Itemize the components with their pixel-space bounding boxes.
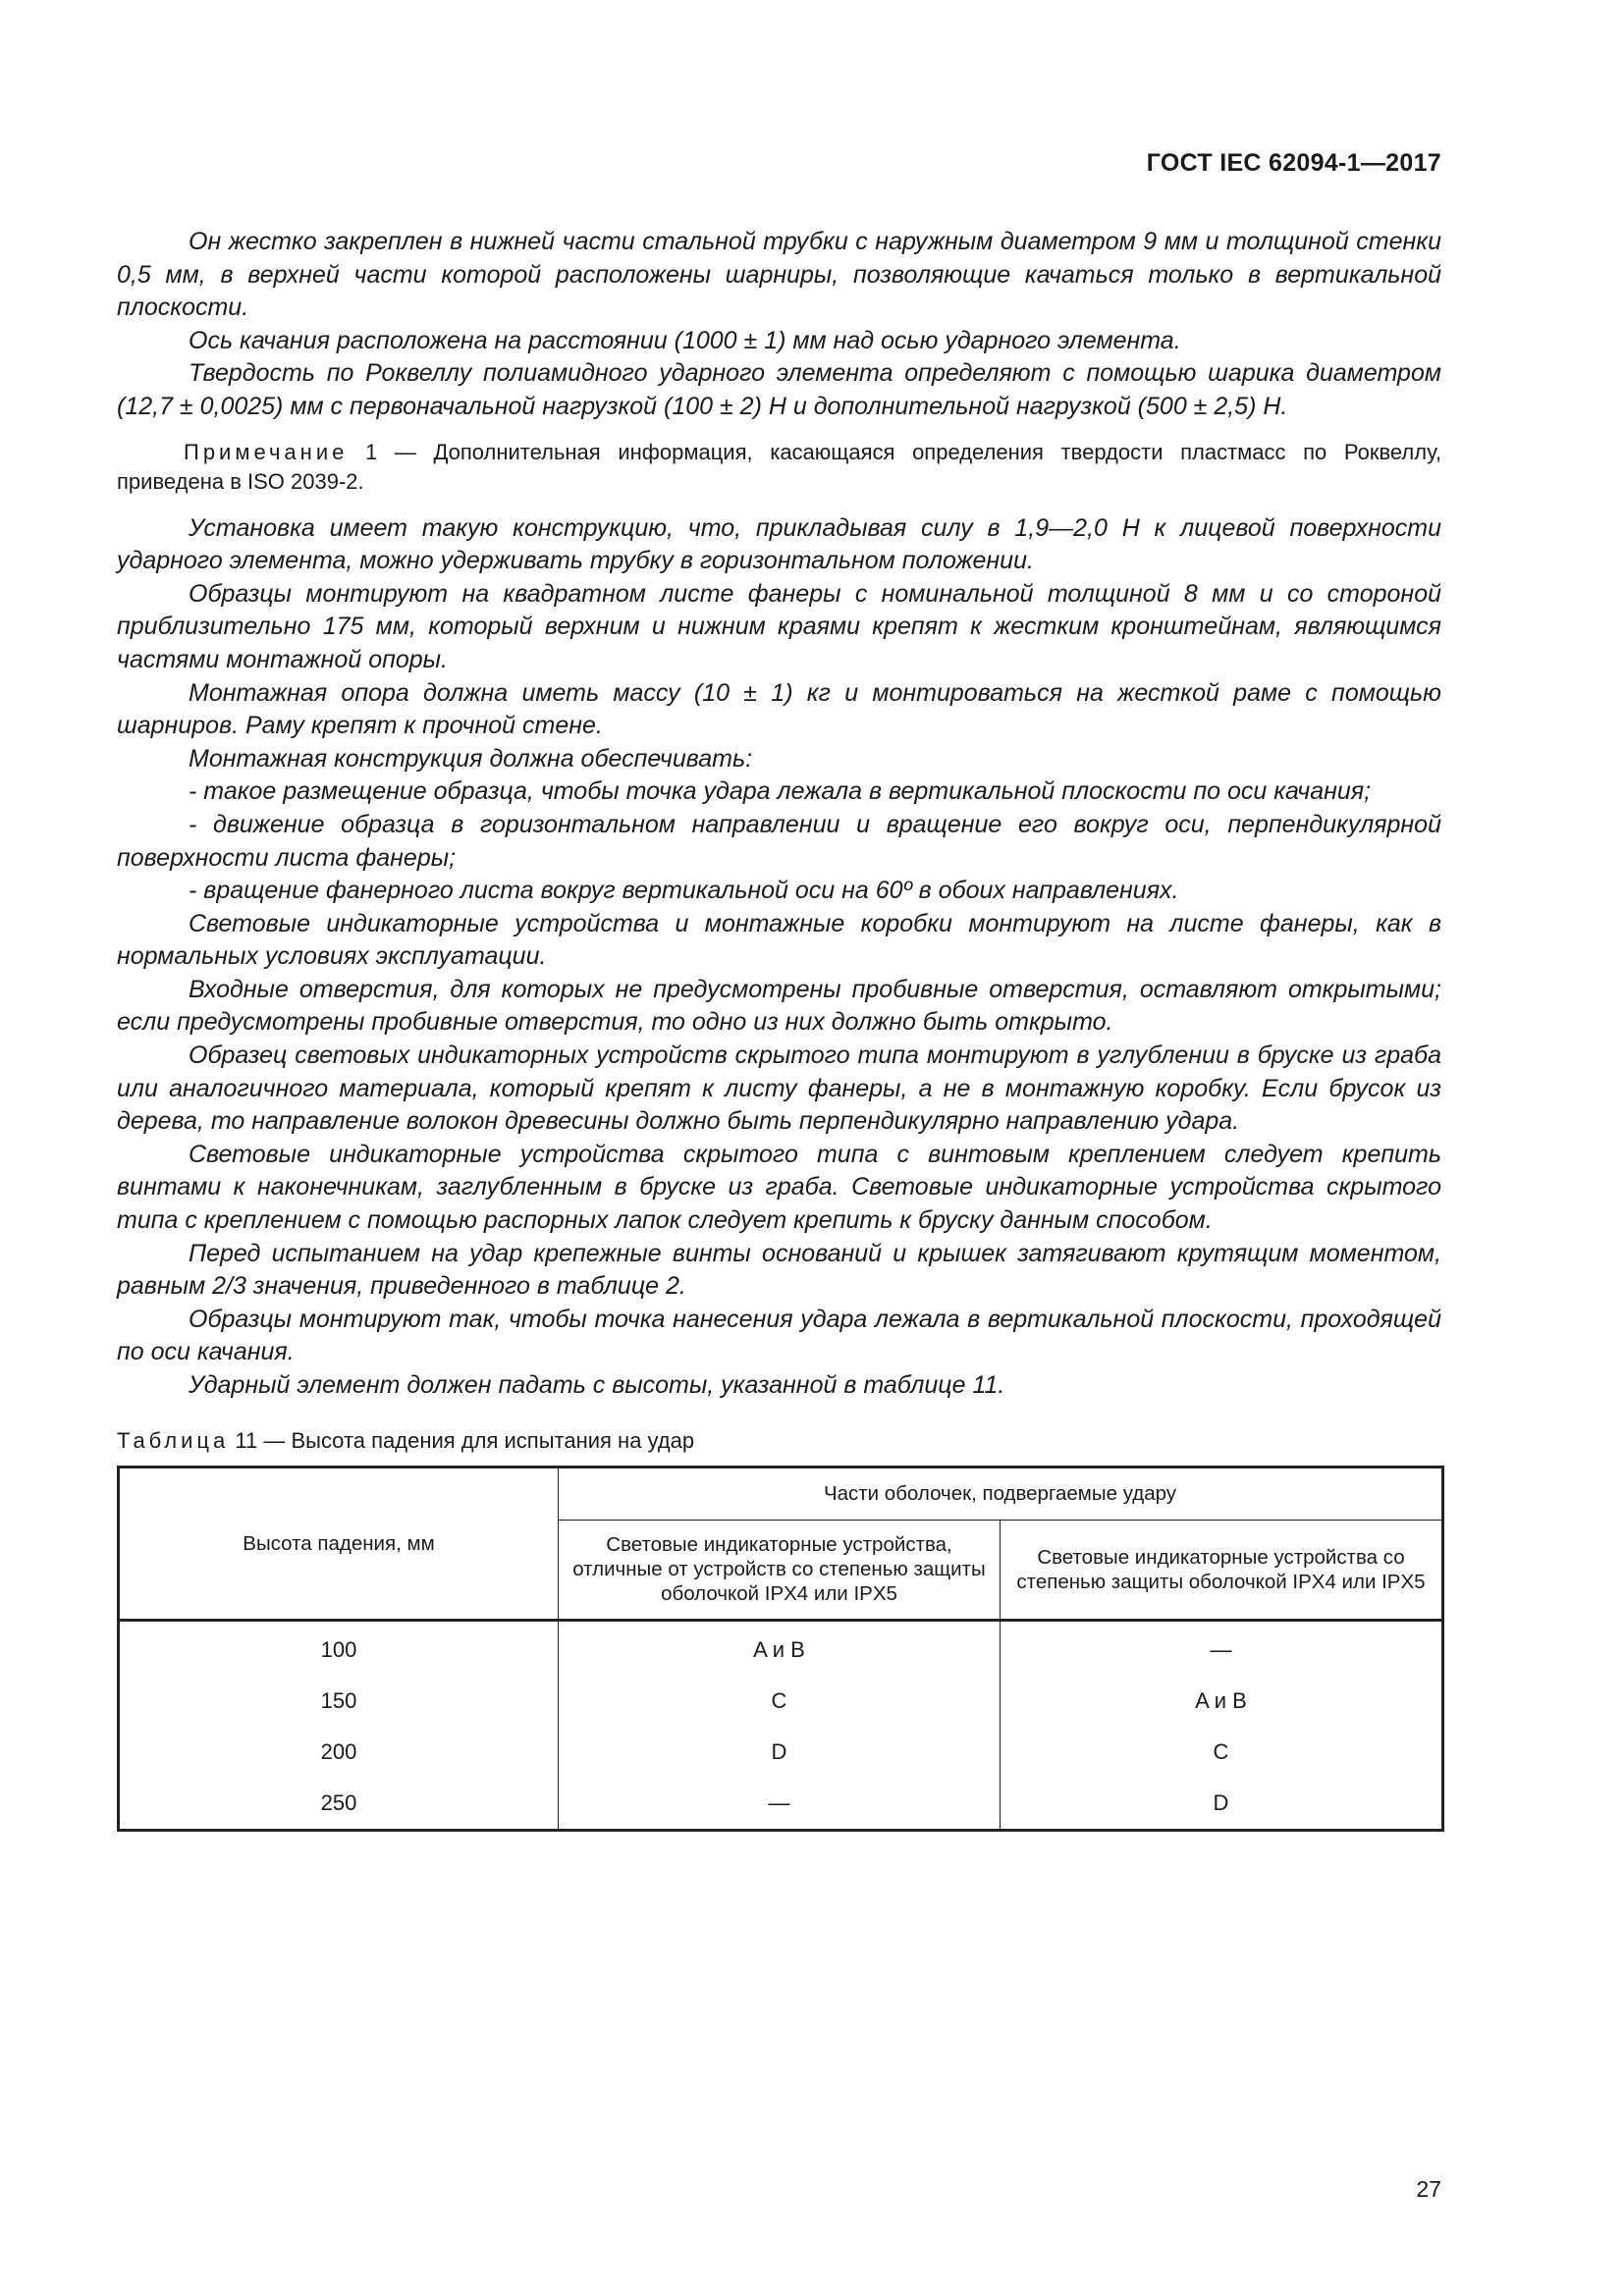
table-caption-text: 11 — Высота падения для испытания на удар [235,1427,695,1453]
cell-col2: C [1001,1727,1443,1778]
paragraph: Образцы монтируют так, чтобы точка нанесения удара лежала в вертикальной плоскости, проходящей по оси качания. [117,1305,1441,1366]
paragraph: Он жестко закреплен в нижней части стальной трубки с наружным диаметром 9 мм и толщиной стенки 0,5 мм, в верхней части которой расположены шарниры, позволяющие качаться только в вертикальной плоскости. [117,228,1441,322]
table-row [119,1727,1443,1778]
paragraph: Установка имеет такую конструкцию, что, прикладывая силу в 1,9—2,0 Н к лицевой поверхности ударного элемента, можно удерживать трубку в горизонтальном положении. [117,513,1441,575]
drop-height-table [117,1466,1444,1832]
note-label: Примечание [184,439,349,464]
paragraph: Ось качания расположена на расстоянии (1000 ± 1) мм над осью ударного элемента. [189,326,1181,354]
paragraph: Световые индикаторные устройства и монтажные коробки монтируют на листе фанеры, как в нормальных условиях эксплуатации. [117,909,1441,971]
paragraph: Монтажная конструкция должна обеспечивать: [189,744,753,773]
cell-col1: C [559,1676,1001,1727]
table-row [119,1778,1443,1831]
document-code: ГОСТ IEC 62094-1—2017 [1146,149,1441,177]
list-item: - вращение фанерного листа вокруг вертикальной оси на 60º в обоих направлениях. [189,877,1179,905]
cell-col1: A и B [559,1620,1001,1676]
paragraph: Образец световых индикаторных устройств скрытого типа монтируют в углублении в бруске из граба или аналогичного материала, который крепят к листу фанеры, а не в монтажную коробку. Если брусок из дерева, то направление волокон древесины должно быть перпендикулярно направлению удара. [117,1041,1441,1136]
paragraph: Твердость по Роквеллу полиамидного ударного элемента определяют с помощью шарика диаметром (12,7 ± 0,0025) мм с первоначальной нагрузкой (100 ± 2) Н и дополнительной нагрузкой (500 ± 2,5) Н. [117,359,1441,420]
header-devices-other: Световые индикаторные устройства, отличные от устройств со степенью защиты оболочкой IPX4 или IPX5 [559,1520,1001,1620]
paragraph: Ударный элемент должен падать с высоты, указанной в таблице 11. [189,1371,1005,1399]
cell-height: 100 [119,1620,559,1676]
document-body [117,226,1441,1832]
cell-col1: D [559,1727,1001,1778]
cell-height: 150 [119,1676,559,1727]
list-item: - движение образца в горизонтальном направлении и вращение его вокруг оси, перпендикулярной поверхности листа фанеры; [117,810,1441,872]
cell-col2: D [1001,1778,1443,1831]
table-row [119,1676,1443,1727]
header-devices-ipx: Световые индикаторные устройства со степенью защиты оболочкой IPX4 или IPX5 [1001,1520,1443,1620]
cell-height: 250 [119,1778,559,1831]
note-number: 1 [364,439,378,464]
cell-col1: — [559,1778,1001,1831]
paragraph: Перед испытанием на удар крепежные винты оснований и крышек затягивают крутящим моментом, равным 2/3 значения, приведенного в таблице 2. [117,1239,1441,1301]
note [117,438,1441,497]
cell-col2: A и B [1001,1676,1443,1727]
paragraph: Входные отверстия, для которых не предусмотрены пробивные отверстия, оставляют открытыми; если предусмотрены пробивные отверстия, то одно из них должно быть открыто. [117,975,1441,1037]
paragraph: Световые индикаторные устройства скрытого типа с винтовым креплением следует крепить винтами к наконечникам, заглубленным в бруске из граба. Световые индикаторные устройства скрытого типа с креплением с помощью распорных лапок следует крепить к бруску данным способом. [117,1140,1441,1235]
paragraph: Монтажная опора должна иметь массу (10 ± 1) кг и монтироваться на жесткой раме с помощью шарниров. Раму крепят к прочной стене. [117,678,1441,740]
note-text: — Дополнительная информация, касающаяся определения твердости пластмасс по Роквеллу, приведена в ISO 2039-2. [117,439,1441,494]
paragraph: Образцы монтируют на квадратном листе фанеры с номинальной толщиной 8 мм и со стороной приблизительно 175 мм, который верхним и нижним краями крепят к жестким кронштейнам, являющимся частями монтажной опоры. [117,579,1441,673]
page-number: 27 [1416,2176,1441,2202]
header-drop-height: Высота падения, мм [119,1467,559,1620]
header-enclosure-parts: Части оболочек, подвергаемые удару [559,1467,1443,1520]
table-caption-label: Таблица [117,1427,230,1453]
table-caption [117,1428,1441,1454]
cell-col2: — [1001,1620,1443,1676]
table-row [119,1620,1443,1676]
cell-height: 200 [119,1727,559,1778]
list-item: - такое размещение образца, чтобы точка удара лежала в вертикальной плоскости по оси качания; [189,777,1372,806]
